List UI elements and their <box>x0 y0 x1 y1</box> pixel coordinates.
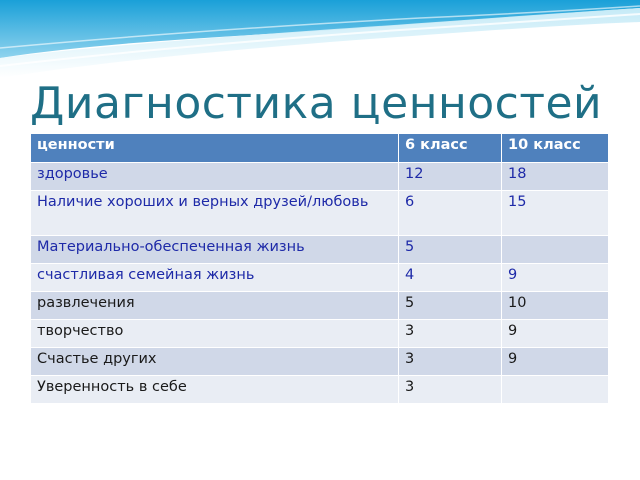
slide-title: Диагностика ценностей <box>30 78 603 129</box>
row-label: Наличие хороших и верных друзей/любовь <box>31 191 399 236</box>
row-grade10 <box>502 236 609 264</box>
row-grade6: 3 <box>399 376 502 404</box>
row-grade6: 3 <box>399 348 502 376</box>
table-row <box>31 376 609 404</box>
row-label: Материально-обеспеченная жизнь <box>31 236 399 264</box>
row-grade10: 9 <box>502 348 609 376</box>
row-grade6: 4 <box>399 264 502 292</box>
row-grade10: 18 <box>502 163 609 191</box>
row-label: здоровье <box>31 163 399 191</box>
header-values: ценности <box>31 134 399 163</box>
row-grade6: 6 <box>399 191 502 236</box>
table-row <box>31 163 609 191</box>
row-grade10: 9 <box>502 320 609 348</box>
row-label: Счастье других <box>31 348 399 376</box>
table-row <box>31 348 609 376</box>
header-grade-10: 10 класс <box>502 134 609 163</box>
table-row <box>31 264 609 292</box>
row-grade10: 10 <box>502 292 609 320</box>
row-grade10 <box>502 376 609 404</box>
table-header-row <box>31 134 609 163</box>
row-grade6: 5 <box>399 236 502 264</box>
row-grade6: 5 <box>399 292 502 320</box>
row-label: развлечения <box>31 292 399 320</box>
table-row <box>31 292 609 320</box>
row-grade6: 3 <box>399 320 502 348</box>
row-grade10: 9 <box>502 264 609 292</box>
row-label: творчество <box>31 320 399 348</box>
row-grade10: 15 <box>502 191 609 236</box>
table-row <box>31 236 609 264</box>
table-row <box>31 320 609 348</box>
values-table <box>30 133 609 404</box>
row-grade6: 12 <box>399 163 502 191</box>
row-label: Уверенность в себе <box>31 376 399 404</box>
table-row <box>31 191 609 236</box>
header-grade-6: 6 класс <box>399 134 502 163</box>
row-label: счастливая семейная жизнь <box>31 264 399 292</box>
